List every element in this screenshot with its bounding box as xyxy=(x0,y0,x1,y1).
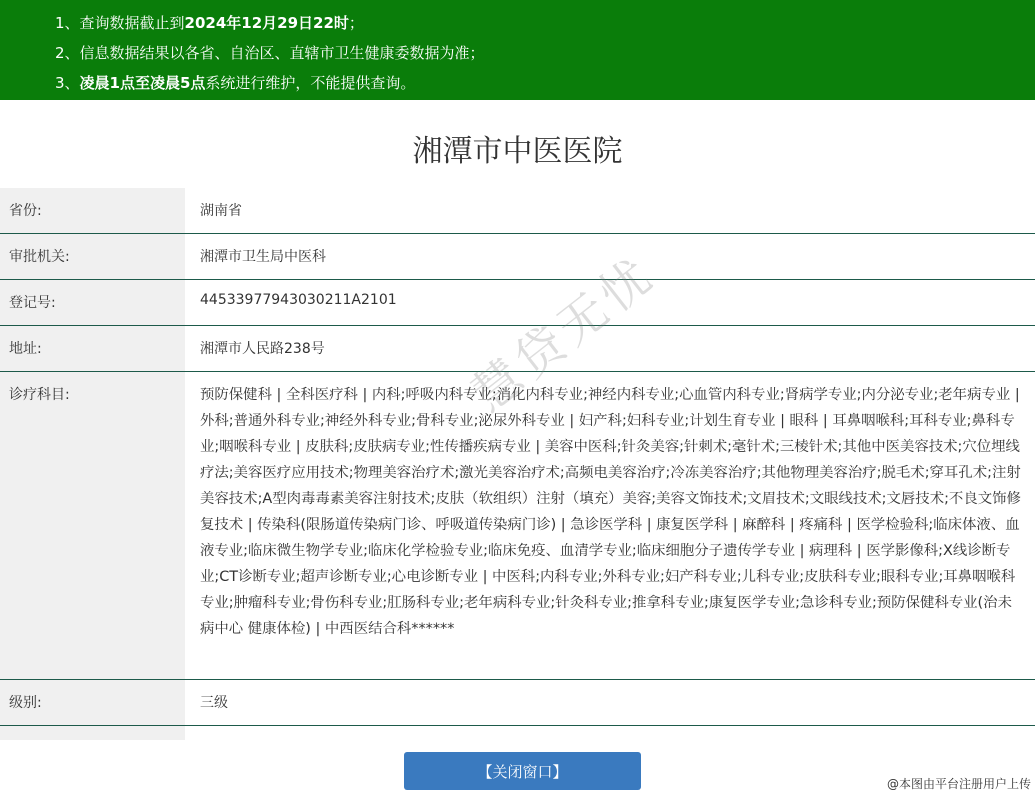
province-row xyxy=(0,188,1035,234)
departments-label: 诊疗科目: xyxy=(0,372,185,679)
notice-line-1 xyxy=(55,8,1035,38)
province-value: 湖南省 xyxy=(200,203,242,219)
notice-line-3 xyxy=(55,68,1035,98)
notice-line-1-text: 1、查询数据截止到 xyxy=(55,14,185,32)
empty-row-label xyxy=(0,726,185,740)
reg-no-label: 登记号: xyxy=(0,280,185,325)
address-value: 湘潭市人民路238号 xyxy=(200,341,325,357)
authority-value: 湘潭市卫生局中医科 xyxy=(200,249,326,265)
level-row xyxy=(0,680,1035,726)
empty-row-value xyxy=(185,726,1035,740)
reg-no-row xyxy=(0,280,1035,326)
notice-line-2 xyxy=(55,38,1035,68)
notice-line-2-text: 2、信息数据结果以各省、自治区、直辖市卫生健康委数据为准； xyxy=(55,44,485,62)
authority-label: 审批机关: xyxy=(0,234,185,279)
address-row xyxy=(0,326,1035,372)
empty-row xyxy=(0,726,1035,740)
notice-line-1-end: ； xyxy=(348,14,364,32)
departments-row xyxy=(0,372,1035,680)
info-table xyxy=(0,188,1035,740)
notice-cutoff-time: 2024年12月29日22时 xyxy=(184,14,349,32)
notice-line-3-number: 3、 xyxy=(55,74,80,92)
level-value: 三级 xyxy=(200,695,228,711)
notice-maintenance-window: 凌晨1点至凌晨5点 xyxy=(79,74,206,92)
address-label: 地址: xyxy=(0,326,185,371)
reg-no-value: 44533977943030211A2101 xyxy=(200,292,397,308)
upload-note: @本图由平台注册用户上传 xyxy=(886,777,1031,791)
notice-line-3-text: 系统进行维护，不能提供查询。 xyxy=(205,74,416,92)
province-label: 省份: xyxy=(0,188,185,233)
level-label: 级别: xyxy=(0,680,185,725)
notice-banner xyxy=(0,0,1035,100)
hospital-title: 湘潭市中医医院 xyxy=(412,134,623,169)
authority-row xyxy=(0,234,1035,280)
watermark: 慧贷无忧 xyxy=(461,245,667,423)
departments-value: 预防保健科 | 全科医疗科 | 内科;呼吸内科专业;消化内科专业;神经内科专业;心血管内科专业;肾病学专业;内分泌专业;老年病专业 | 外科;普通外科专业;神经外科专业;骨科专业;泌尿外科专业 | 妇产科;妇科专业;计划生育专业 | 眼科 | 耳鼻咽喉科;耳科专业;鼻科专业;咽喉科专业 | 皮肤科;皮肤病专业;性传播疾病专业 | 美容中医科;针灸美容;针刺术;毫针术;三棱针术;其他中医美容技术;穴位埋线疗法;美容医疗应用技术;物理美容治疗术;激光美容治疗术;高频电美容治疗;冷冻美容治疗;其他物理美容治疗;脱毛术;穿耳孔术;注射美容技术;A型肉毒毒素美容注射技术;皮肤（软组织）注射（填充）美容;美容文饰技术;文眉技术;文眼线技术;文唇技术;不良文饰修复技术 | 传染科(限肠道传染病门诊、呼吸道传染病门诊) | 急诊医学科 | 康复医学科 | 麻醉科 | 疼痛科 | 医学检验科;临床体液、血液专业;临床微生物学专业;临床化学检验专业;临床免疫、血清学专业;临床细胞分子遗传学专业 | 病理科 | 医学影像科;X线诊断专业;CT诊断专业;超声诊断专业;心电诊断专业 | 中医科;内科专业;外科专业;妇产科专业;儿科专业;皮肤科专业;眼科专业;耳鼻咽喉科专业;肿瘤科专业;骨伤科专业;肛肠科专业;老年病科专业;针灸科专业;推拿科专业;康复医学专业;急诊科专业;预防保健科专业(治未病中心 健康体检) | 中西医结合科****** xyxy=(200,387,1021,637)
close-window-button[interactable]: 【关闭窗口】 xyxy=(404,752,641,790)
